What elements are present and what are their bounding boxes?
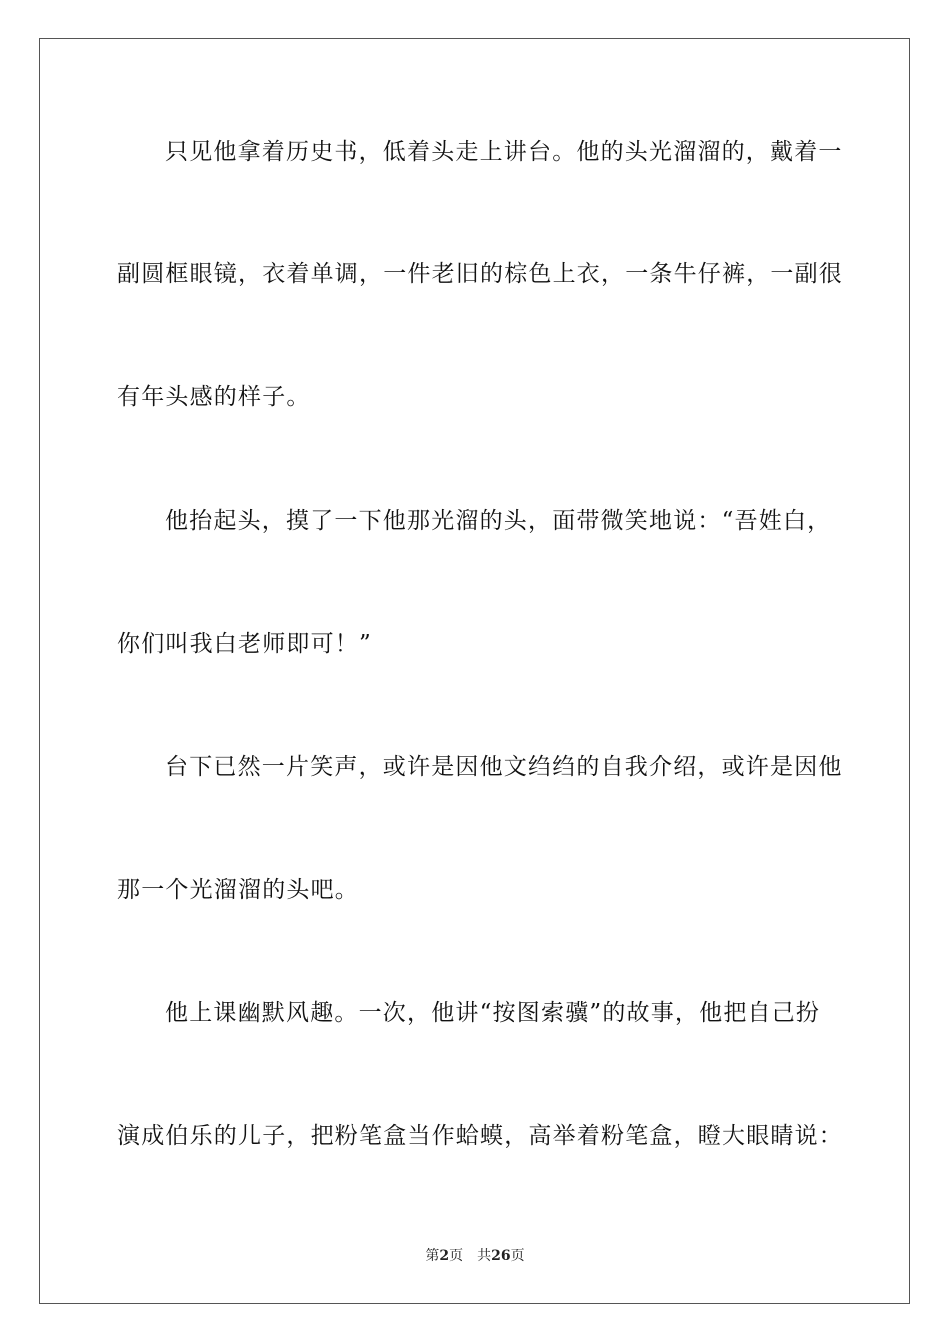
paragraph-1-line-1: 只见他拿着历史书，低着头走上讲台。他的头光溜溜的，戴着一	[165, 139, 843, 165]
paragraph-4-line-1: 他上课幽默风趣。一次，他讲“按图索骥”的故事，他把自己扮	[165, 1000, 821, 1026]
page-prefix: 第	[425, 1248, 440, 1264]
total-prefix: 共	[477, 1248, 492, 1264]
paragraph-2-line-1: 他抬起头，摸了一下他那光溜的头，面带微笑地说：“吾姓白，	[165, 508, 832, 534]
paragraph-1-line-2: 副圆框眼镜，衣着单调，一件老旧的棕色上衣，一条牛仔裤，一副很	[117, 261, 843, 287]
total-pages: 26	[491, 1248, 511, 1264]
page-suffix: 页	[449, 1248, 464, 1264]
paragraph-4-line-2: 演成伯乐的儿子，把粉笔盒当作蛤蟆，高举着粉笔盒，瞪大眼睛说：	[117, 1123, 843, 1149]
paragraph-3-line-2: 那一个光溜溜的头吧。	[117, 877, 359, 903]
page-footer	[0, 1246, 950, 1266]
paragraph-2-line-2: 你们叫我白老师即可！”	[117, 631, 372, 657]
page-border	[39, 38, 910, 1304]
paragraph-1-line-3: 有年头感的样子。	[117, 384, 311, 410]
paragraph-3-line-1: 台下已然一片笑声，或许是因他文绉绉的自我介绍，或许是因他	[165, 754, 843, 780]
page-number: 2	[439, 1248, 450, 1264]
total-suffix: 页	[510, 1248, 525, 1264]
